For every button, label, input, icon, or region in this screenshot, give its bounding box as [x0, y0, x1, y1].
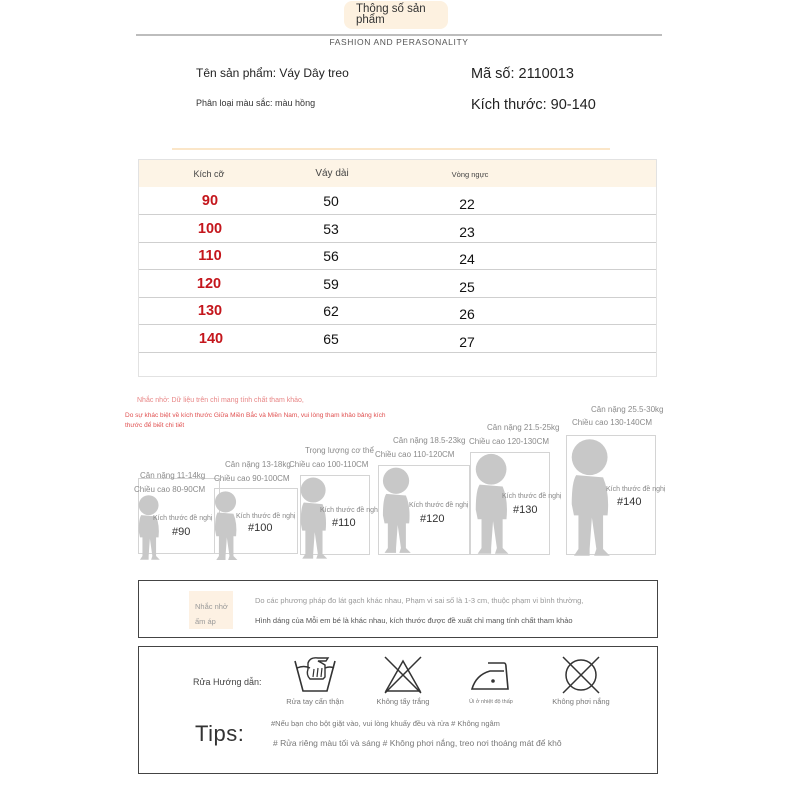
figure-recommend-label: Kích thước đề nghị: [606, 486, 666, 493]
tip-line2: # Rửa riêng màu tối và sáng # Không phơi nắng, treo nơi thoáng mát để khô: [273, 738, 562, 748]
warm-reminder-line2: Hình dáng của Mỗi em bé là khác nhau, kích thước được đề xuất chỉ mang tính chất tham khảo: [255, 616, 573, 625]
cell-length: 62: [323, 303, 339, 319]
figure-height: Chiều cao 120-130CM: [469, 437, 550, 446]
wash-item-no-bleach: [363, 655, 443, 706]
table-row: [139, 270, 656, 298]
table-row: [139, 325, 656, 353]
iron-low-icon: [468, 655, 514, 695]
header-chest: Vòng ngực: [451, 170, 489, 179]
wash-item-label: Ủi ở nhiệt độ thấp: [469, 699, 513, 705]
figure-height: Chiều cao 130-140CM: [572, 418, 653, 427]
size-table: [138, 159, 657, 377]
header-length: Váy dài: [315, 168, 349, 179]
table-row: [139, 242, 656, 270]
figure-size: #120: [420, 513, 445, 525]
cell-length: 65: [323, 331, 339, 347]
figure-weight: Cân nặng 25.5-30kg: [591, 405, 664, 414]
title-badge: [344, 1, 448, 29]
cell-size: 90: [201, 193, 219, 209]
cell-length: 59: [323, 276, 339, 292]
child-silhouette-icon: [470, 452, 518, 558]
no-bleach-icon: [380, 655, 426, 695]
reference-note: Nhắc nhở: Dữ liệu trên chỉ mang tính chất tham khảo,: [137, 397, 304, 404]
cell-size: 100: [197, 221, 223, 237]
table-header: [139, 160, 656, 187]
figure-height: Chiều cao 90-100CM: [214, 474, 290, 483]
child-silhouette-icon: [565, 437, 621, 560]
figure-weight: Trọng lượng cơ thể: [305, 446, 374, 455]
region-note: Do sự khác biệt về kích thước Giữa Miền Bắc và Miền Nam, vui lòng tham khảo bảng kích thước để biết chi tiết: [125, 412, 386, 429]
figure-height: Chiều cao 100-110CM: [289, 460, 369, 469]
cell-size: 130: [197, 303, 223, 319]
slogan: FASHION AND PERASONALITY: [329, 37, 469, 47]
washing-box: [138, 646, 658, 774]
cell-chest: 26: [459, 306, 475, 322]
figure-height: Chiều cao 80-90CM: [134, 485, 206, 494]
figure-size: #100: [248, 522, 273, 534]
wash-item-iron-low: [451, 655, 531, 705]
cell-chest: 24: [459, 251, 475, 267]
tip-line1: #Nếu bạn cho bột giặt vào, vui lòng khuấy đều và rửa # Không ngâm: [271, 719, 500, 728]
figure-size: #110: [332, 517, 356, 529]
hand-wash-icon: [292, 655, 338, 695]
wash-item-hand-wash: [275, 655, 355, 706]
figure-recommend-label: Kích thước đề nghị: [236, 513, 296, 520]
cell-chest: 25: [459, 279, 475, 295]
cell-size: 110: [198, 248, 222, 264]
warm-reminder-box: [138, 580, 658, 638]
wash-item-label: Không tẩy trắng: [376, 697, 430, 706]
washing-label: Rửa Hướng dẫn:: [193, 677, 262, 687]
wash-item-no-sun-dry: [541, 655, 621, 706]
table-row: [139, 215, 656, 243]
product-code: Mã số: 2110013: [471, 66, 574, 82]
header-size: Kích cỡ: [193, 169, 225, 179]
figure-recommend-label: Kích thước đề nghị: [502, 493, 562, 500]
cell-chest: 22: [459, 196, 475, 212]
warm-reminder-tag-text: Nhắc nhở ấm áp: [195, 602, 228, 626]
figure-recommend-label: Kích thước đề nghị: [320, 507, 380, 514]
figure-size: #90: [172, 526, 191, 538]
cell-chest: 23: [459, 224, 475, 240]
figure-size: #130: [513, 504, 538, 516]
cell-size: 120: [196, 276, 222, 292]
figure-weight: Cân nặng 13-18kg: [225, 460, 291, 469]
product-size-range: Kích thước: 90-140: [471, 97, 596, 113]
info-divider: [172, 148, 610, 150]
figure-weight: Cân nặng 11-14kg: [140, 471, 206, 480]
tips-title: Tips:: [195, 721, 245, 746]
product-name: Tên sản phẩm: Váy Dây treo: [196, 66, 349, 80]
warm-reminder-tag: [189, 591, 233, 629]
child-silhouette-icon: [211, 490, 244, 563]
warm-reminder-line1: Do các phương pháp đo lát gạch khác nhau, Phạm vi sai số là 1-3 cm, thuộc phạm vi bình thường,: [255, 596, 584, 605]
product-color: Phân loại màu sắc: màu hồng: [196, 98, 316, 108]
child-silhouette-icon: [378, 466, 419, 556]
figure-size: #140: [617, 496, 642, 508]
wash-item-label: Không phơi nắng: [552, 697, 610, 706]
figure-weight: Cân nặng 18.5-23kg: [393, 436, 466, 445]
table-row: [139, 297, 656, 325]
wash-item-label: Rửa tay cẩn thận: [286, 697, 344, 706]
cell-chest: 27: [459, 334, 475, 350]
figure-weight: Cân nặng 21.5-25kg: [487, 423, 560, 432]
cell-length: 56: [323, 248, 339, 264]
top-divider: [136, 34, 662, 36]
table-row: [139, 187, 656, 215]
cell-length: 50: [323, 193, 339, 209]
cell-length: 53: [323, 221, 339, 237]
child-silhouette-icon: [296, 476, 335, 562]
figure-height: Chiều cao 110-120CM: [375, 450, 455, 459]
figure-recommend-label: Kích thước đề nghị: [153, 515, 213, 522]
page-title: Thông số sản phẩm: [356, 3, 426, 26]
figure-recommend-label: Kích thước đề nghị: [409, 502, 469, 509]
child-silhouette-icon: [135, 494, 166, 562]
no-sun-dry-icon: [558, 655, 604, 695]
cell-size: 140: [198, 331, 224, 347]
